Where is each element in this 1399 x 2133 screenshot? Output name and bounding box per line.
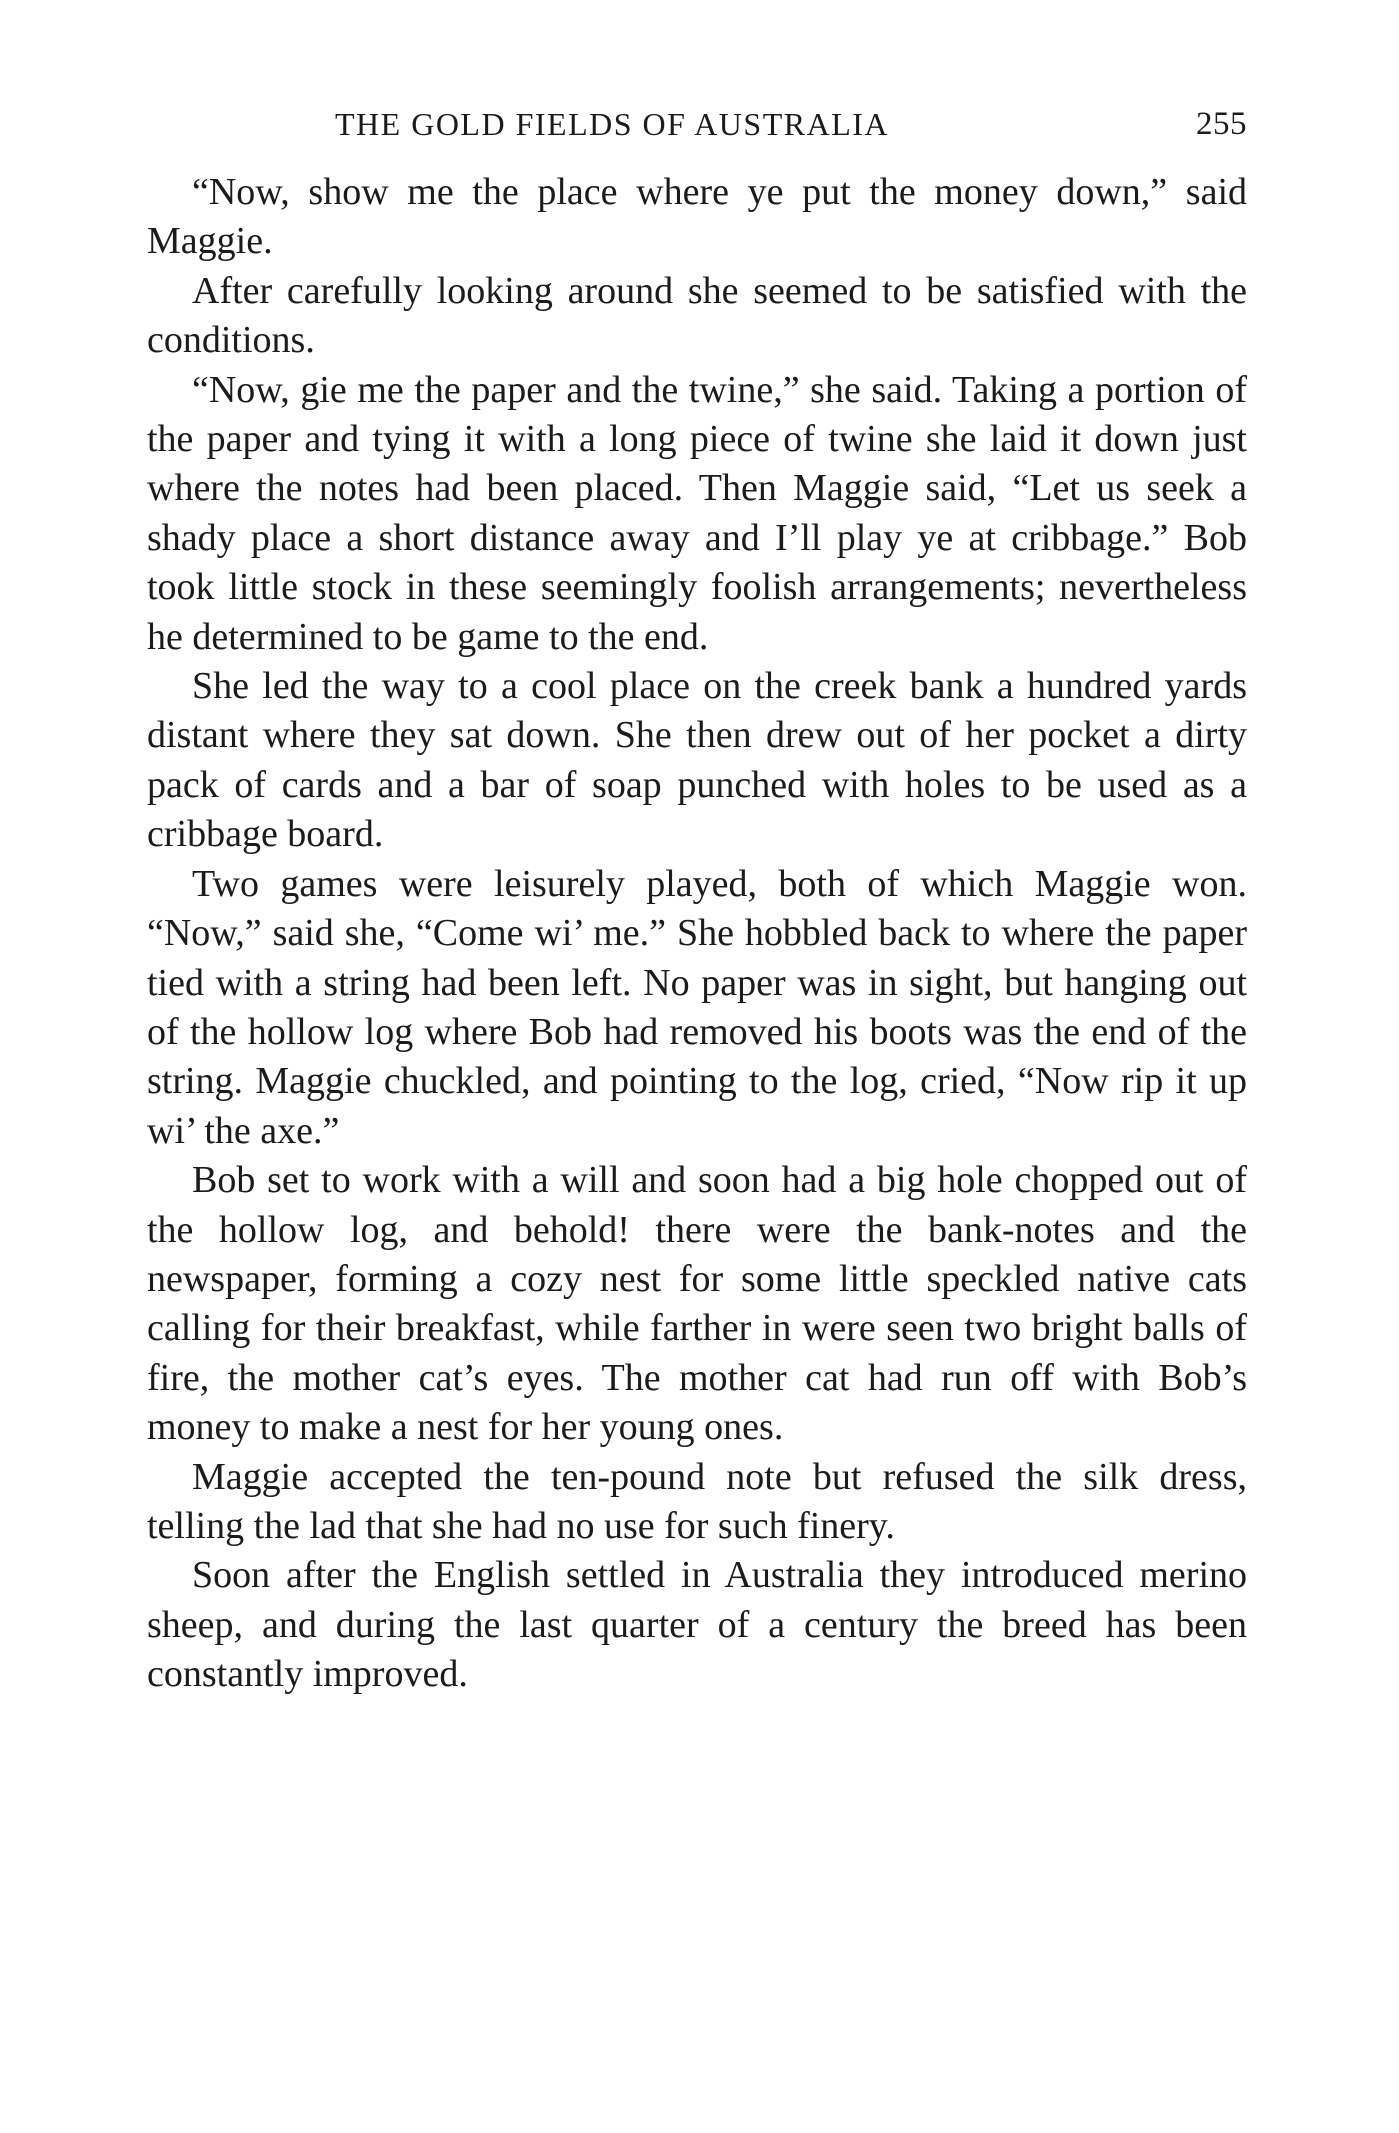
- running-head: [147, 100, 1247, 150]
- running-title: THE GOLD FIELDS OF AUSTRALIA: [335, 106, 889, 142]
- paragraph-2: After carefully looking around she seemed to be satisfied with the conditions.: [147, 269, 1247, 362]
- paragraph-1: “Now, show me the place where ye put the money down,” said Maggie.: [147, 171, 1247, 263]
- page-number: 255: [1196, 106, 1247, 142]
- book-page: [147, 100, 1247, 1700]
- paragraph-6: Bob set to work with a will and soon had a big hole chopped out of the hollow log, and behold! there were the bank-notes and the newspaper, forming a cozy nest for some little speckled native cats calling for their breakfast, while farther in were seen two bright balls of fire, the mother cat’s eyes. The mother cat had run off with Bob’s money to make a nest for her young ones.: [147, 1159, 1247, 1449]
- paragraph-5: Two games were leisurely played, both of which Maggie won. “Now,” said she, “Come wi’ me.” She hobbled back to where the paper tied with a string had been left. No paper was in sight, but hanging out of the hollow log where Bob had removed his boots was the end of the string. Maggie chuckled, and pointing to the log, cried, “Now rip it up wi’ the axe.”: [147, 862, 1247, 1152]
- paragraph-3: “Now, gie me the paper and the twine,” she said. Taking a portion of the paper and tying it with a long piece of twine she laid it down just where the notes had been placed. Then Maggie said, “Let us seek a shady place a short distance away and I’ll play ye at cribbage.” Bob took little stock in these seemingly foolish arrangements; nevertheless he determined to be game to the end.: [147, 368, 1247, 658]
- body-text: [147, 168, 1247, 1700]
- paragraph-7: Maggie accepted the ten-pound note but refused the silk dress, telling the lad that she had no use for such finery.: [147, 1455, 1247, 1547]
- paragraph-8: Soon after the English settled in Australia they introduced merino sheep, and during the last quarter of a century the breed has been constantly improved.: [147, 1554, 1247, 1696]
- paragraph-4: She led the way to a cool place on the creek bank a hundred yards distant where they sat down. She then drew out of her pocket a dirty pack of cards and a bar of soap punched with holes to be used as a cribbage board.: [147, 665, 1247, 856]
